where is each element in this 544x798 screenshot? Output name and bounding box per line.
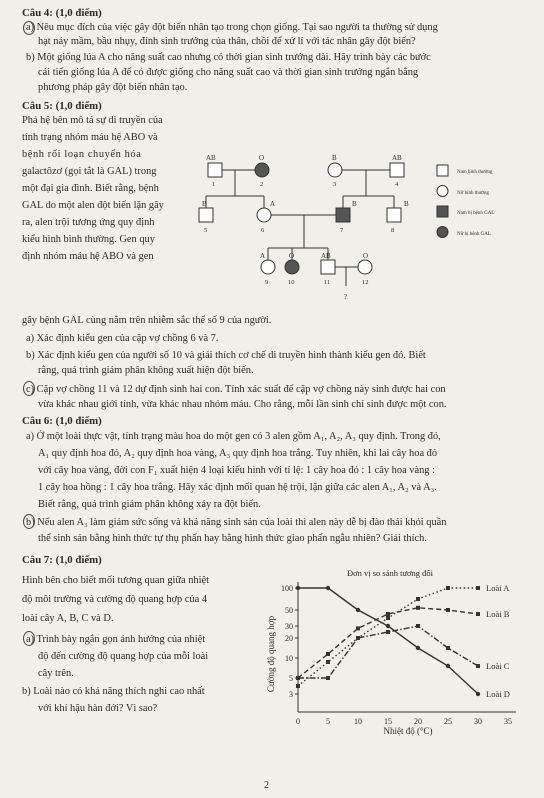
x-tick-label: 20 bbox=[414, 717, 422, 726]
label-11: 11 bbox=[324, 279, 331, 286]
legend-label-2: Nữ bình thường bbox=[457, 191, 489, 196]
q5-full-line: gây bệnh GAL cùng nằm trên nhiễm sắc thể số 9 của người. bbox=[22, 315, 272, 326]
data-point bbox=[386, 616, 390, 620]
person-12-female bbox=[358, 260, 372, 274]
q5-b-line-1: b) Xác định kiểu gen của người số 10 và giải thích cơ chế di truyền hình thành kiểu gen đó. Biết bbox=[26, 350, 426, 361]
q5-c-line-1: c) Cặp vợ chồng 11 và 12 dự định sinh hai con. Tính xác suất để cặp vợ chồng này sinh được hai con bbox=[26, 384, 446, 395]
data-point bbox=[476, 586, 480, 590]
q5-c-line-2: vừa khác nhau giới tính, vừa khác nhau nhóm máu. Cho rằng, mỗi lần sinh chỉ sinh được một con. bbox=[38, 399, 447, 410]
y-tick-label: 30 bbox=[285, 622, 293, 631]
series-label: Loài D bbox=[486, 689, 510, 699]
label-5: 5 bbox=[204, 227, 208, 234]
data-point bbox=[446, 646, 450, 650]
page-number: 2 bbox=[264, 780, 269, 791]
bloodtype-10: O bbox=[289, 252, 295, 260]
data-point bbox=[356, 608, 360, 612]
unknown-child: ? bbox=[344, 293, 348, 301]
q5-intro-line-2: tính trạng nhóm máu hệ ABO và bbox=[22, 132, 158, 143]
label-4: 4 bbox=[395, 181, 399, 188]
data-point bbox=[326, 586, 330, 590]
chart-xlabel: Nhiệt độ (°C) bbox=[383, 726, 433, 736]
pen-mark bbox=[23, 381, 35, 396]
data-point bbox=[416, 646, 420, 650]
q7-intro-line-1: Hình bên cho biết mối tương quan giữa nhiệt bbox=[22, 575, 210, 586]
data-point bbox=[386, 630, 390, 634]
label-2: 2 bbox=[260, 181, 264, 188]
label-8: 8 bbox=[391, 227, 395, 234]
label-3: 3 bbox=[333, 181, 337, 188]
person-6-female bbox=[257, 208, 271, 222]
series-line-loài-a bbox=[298, 588, 478, 686]
x-tick-label: 35 bbox=[504, 717, 512, 726]
data-point bbox=[416, 606, 420, 610]
x-tick-label: 30 bbox=[474, 717, 482, 726]
q5-b-line-2: rằng, quá trình giảm phân không xuất hiện đột biến. bbox=[38, 365, 254, 376]
data-point bbox=[296, 684, 300, 688]
person-10-affected-female bbox=[285, 260, 299, 274]
bloodtype-6: A bbox=[270, 200, 276, 208]
chart-ylabel: Cường độ quang hợp bbox=[266, 615, 276, 693]
q5-intro-line-4: galactôzơ (gọi tắt là GAL) trong bbox=[22, 166, 157, 177]
y-tick-label: 3 bbox=[289, 690, 293, 699]
label-6: 6 bbox=[261, 227, 265, 234]
label-7: 7 bbox=[340, 227, 344, 234]
person-5-male bbox=[199, 208, 213, 222]
data-point bbox=[476, 612, 480, 616]
bloodtype-5: B bbox=[202, 200, 207, 208]
label-1: 1 bbox=[212, 181, 216, 188]
y-tick-label: 100 bbox=[281, 584, 293, 593]
q5-intro-line-7: ra, alen trội tương ứng quy định bbox=[22, 217, 155, 228]
q5-intro-line-1: Phả hệ bên mô tả sự di truyền của bbox=[22, 115, 163, 126]
data-point bbox=[326, 660, 330, 664]
q5-intro-line-8: kiểu hình bình thường. Gen quy bbox=[22, 234, 155, 245]
q6-a-line-2: A₁ quy định hoa đỏ, A₂ quy định hoa vàng, A₃ quy định hoa trắng. Tuy nhiên, khi lai cây hoa đỏ bbox=[38, 448, 438, 459]
y-tick-label: 50 bbox=[285, 606, 293, 615]
x-tick-label: 10 bbox=[354, 717, 362, 726]
bloodtype-12: O bbox=[363, 252, 369, 260]
data-point bbox=[356, 626, 360, 630]
q4-a-line-1: a) Nêu mục đích của việc gây đột biến nhân tạo trong chọn giống. Tại sao người ta thường sử dụng bbox=[26, 22, 438, 33]
person-8-male bbox=[387, 208, 401, 222]
q5-intro-line-3: bệnh rối loạn chuyển hóa bbox=[22, 149, 142, 160]
data-point bbox=[326, 652, 330, 656]
label-10: 10 bbox=[288, 279, 295, 286]
person-7-affected-male bbox=[336, 208, 350, 222]
legend-label-1: Nam bình thường bbox=[457, 170, 493, 175]
data-point bbox=[356, 636, 360, 640]
data-point bbox=[446, 608, 450, 612]
bloodtype-1: AB bbox=[206, 154, 216, 162]
person-1-male bbox=[208, 163, 222, 177]
label-9: 9 bbox=[265, 279, 269, 286]
pen-mark bbox=[23, 631, 35, 646]
q7-intro-line-2: độ môi trường và cường độ quang hợp của 4 bbox=[22, 594, 208, 605]
person-4-male bbox=[390, 163, 404, 177]
q6-a-line-5: Biết rằng, quá trình giảm phân không xảy ra đột biến. bbox=[38, 499, 261, 510]
q7-intro-line-3: loài cây A, B, C và D. bbox=[22, 613, 114, 624]
x-tick-label: 15 bbox=[384, 717, 392, 726]
q7-a-line-2: độ đến cường độ quang hợp của mỗi loài bbox=[38, 651, 209, 662]
q6-a-line-4: 1 cây hoa hồng : 1 cây hoa trắng. Hãy xác định mối quan hệ trội, lặn giữa các alen A₁, A₂ và A₃. bbox=[38, 482, 437, 493]
question-4-title: Câu 4: (1,0 điểm) bbox=[22, 7, 102, 19]
q4-b-line-1: b) Một giống lúa A cho năng suất cao nhưng có thời gian sinh trưởng dài. Hãy trình bày các bước bbox=[26, 52, 431, 63]
chart-title: Đơn vị so sánh tương đối bbox=[346, 568, 434, 578]
data-point bbox=[296, 586, 300, 590]
label-12: 12 bbox=[362, 279, 369, 286]
x-tick-label: 0 bbox=[296, 717, 300, 726]
legend-label-4: Nữ bị bệnh GAL bbox=[457, 232, 491, 237]
y-tick-label: 10 bbox=[285, 654, 293, 663]
q5-intro-line-5: một đại gia đình. Biết rằng, bệnh bbox=[22, 183, 159, 194]
q7-a-line-1: a) Trình bày ngắn gọn ảnh hưởng của nhiệt bbox=[26, 634, 206, 645]
data-point bbox=[446, 664, 450, 668]
q4-a-line-2: hạt nảy mầm, bầu nhụy, đỉnh sinh trưởng của thân, chồi để xử lí với tác nhân gây đột biến? bbox=[38, 36, 416, 47]
question-6-title: Câu 6: (1,0 điểm) bbox=[22, 415, 102, 427]
legend-female-affected-icon bbox=[437, 227, 448, 238]
pedigree-diagram bbox=[198, 148, 538, 308]
person-11-male bbox=[321, 260, 335, 274]
data-point bbox=[386, 612, 390, 616]
y-tick-label: 5 bbox=[289, 674, 293, 683]
data-point bbox=[476, 692, 480, 696]
q5-intro-line-9: định nhóm máu hệ ABO và gen bbox=[22, 251, 154, 262]
q6-b-line-2: thể sinh sản bằng hình thức tự thụ phấn hay bằng hình thức giao phấn ngẫu nhiên? Giải thích. bbox=[38, 533, 427, 544]
pen-mark bbox=[23, 21, 35, 35]
data-point bbox=[446, 586, 450, 590]
q6-b-line-1: b) Nếu alen A₃ làm giảm sức sống và khả năng sinh sản của loài thì alen này dễ bị đào thải khỏi quần bbox=[26, 517, 447, 528]
data-point bbox=[416, 597, 420, 601]
data-point bbox=[296, 676, 300, 680]
x-tick-label: 25 bbox=[444, 717, 452, 726]
data-point bbox=[416, 624, 420, 628]
series-label: Loài C bbox=[486, 661, 510, 671]
person-3-female bbox=[328, 163, 342, 177]
bloodtype-11: AB bbox=[321, 252, 331, 260]
q4-b-line-2: cải tiến giống lúa A để có được giống cho năng suất cao và thời gian sinh trưởng ngắn bằng bbox=[38, 67, 419, 78]
series-label: Loài B bbox=[486, 609, 510, 619]
bloodtype-9: A bbox=[260, 252, 266, 260]
legend-male-normal-icon bbox=[437, 165, 448, 176]
pen-mark bbox=[23, 514, 35, 529]
x-tick-label: 5 bbox=[326, 717, 330, 726]
bloodtype-2: O bbox=[259, 154, 265, 162]
photosynthesis-chart bbox=[258, 566, 538, 740]
question-7-title: Câu 7: (1,0 điểm) bbox=[22, 554, 102, 566]
person-9-female bbox=[261, 260, 275, 274]
data-point bbox=[476, 664, 480, 668]
y-tick-label: 20 bbox=[285, 634, 293, 643]
legend-label-3: Nam bị bệnh GAL bbox=[457, 211, 495, 216]
question-5-title: Câu 5: (1,0 điểm) bbox=[22, 100, 102, 112]
q7-a-line-3: cây trên. bbox=[38, 668, 74, 679]
bloodtype-8: B bbox=[404, 200, 409, 208]
series-label: Loài A bbox=[486, 583, 510, 593]
bloodtype-7: B bbox=[352, 200, 357, 208]
q5-intro-line-6: GAL do một alen đột biến lặn gây bbox=[22, 200, 164, 211]
q7-b-line-2: với khí hậu hàn đới? Vì sao? bbox=[38, 703, 158, 714]
q6-a-line-3: với cây hoa vàng, đời con F₁ xuất hiện 4 loại kiểu hình với tỉ lệ: 1 cây hoa đỏ : 1 cây hoa vàng : bbox=[38, 465, 435, 476]
q6-a-line-1: a) Ở một loài thực vật, tính trạng màu hoa do một gen có 3 alen gồm A₁, A₂, A₃ quy định. Trong đó, bbox=[26, 431, 441, 442]
legend-male-affected-icon bbox=[437, 206, 448, 217]
q4-b-line-3: phương pháp gây đột biến nhân tạo. bbox=[38, 82, 188, 93]
bloodtype-4: AB bbox=[392, 154, 402, 162]
q5-a-line: a) Xác định kiểu gen của cặp vợ chồng 6 và 7. bbox=[26, 333, 219, 344]
legend-female-normal-icon bbox=[437, 186, 448, 197]
q7-b-line-1: b) Loài nào có khả năng thích nghi cao nhất bbox=[22, 686, 205, 697]
data-point bbox=[326, 676, 330, 680]
person-2-affected-female bbox=[255, 163, 269, 177]
data-point bbox=[386, 624, 390, 628]
bloodtype-3: B bbox=[332, 154, 337, 162]
